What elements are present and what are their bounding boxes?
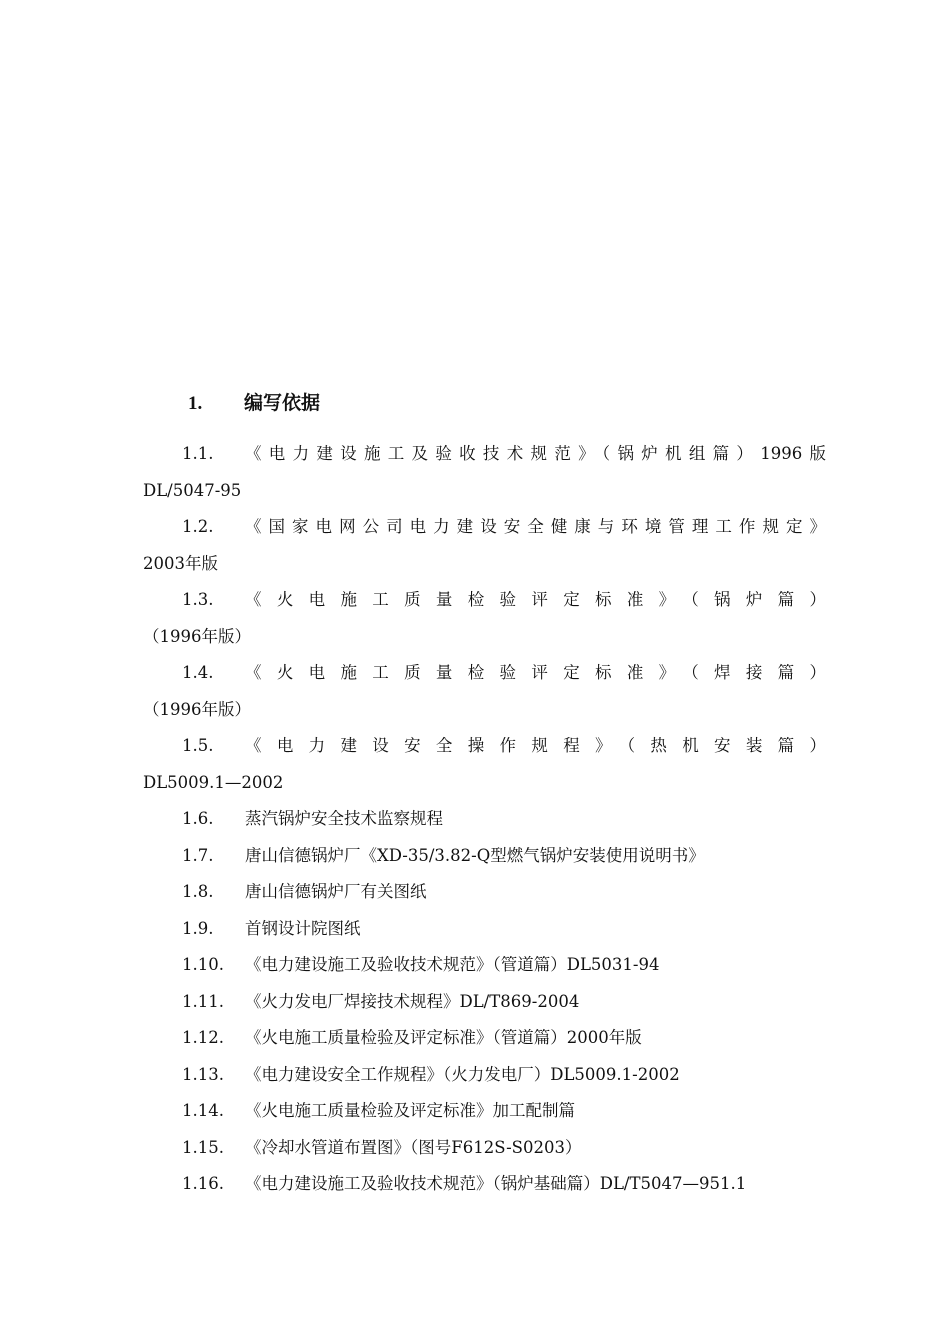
item-text: 唐山信德锅炉厂有关图纸 — [245, 882, 427, 901]
item-text: 首钢设计院图纸 — [245, 918, 361, 938]
item-text: 《火电施工质量检验评定标准》（焊接篇） — [245, 663, 826, 682]
item-text: 《火电施工质量检验及评定标准》加工配制篇 — [245, 1101, 575, 1120]
item-text-continuation: 2003年版 — [143, 553, 218, 573]
list-item — [143, 509, 826, 582]
item-number: 1.7. — [182, 845, 214, 865]
item-text: 《火力发电厂焊接技术规程》DL/T869-2004 — [245, 991, 580, 1011]
list-item — [143, 1166, 826, 1203]
item-number: 1.14. — [182, 1101, 224, 1120]
list-item — [143, 582, 826, 655]
item-text-continuation: （1996年版） — [143, 626, 251, 646]
item-text: 《电力建设施工及验收技术规范》（管道篇）DL5031-94 — [245, 955, 660, 974]
list-item — [143, 911, 826, 948]
item-text: 《电力建设施工及验收技术规范》（锅炉机组篇）1996版 — [245, 444, 826, 463]
section-heading — [188, 388, 320, 415]
list-item — [143, 728, 826, 801]
item-number: 1.16. — [182, 1174, 224, 1193]
item-number: 1.13. — [182, 1064, 224, 1084]
item-number: 1.6. — [182, 809, 214, 828]
item-number: 1.9. — [182, 918, 214, 938]
item-number: 1.15. — [182, 1137, 224, 1157]
item-text-continuation: （1996年版） — [143, 699, 251, 719]
item-number: 1.3. — [182, 590, 214, 609]
item-text-continuation: DL5009.1—2002 — [143, 772, 284, 792]
list-item — [143, 655, 826, 728]
reference-list — [143, 436, 826, 1203]
item-number: 1.12. — [182, 1028, 224, 1047]
list-item — [143, 1020, 826, 1057]
item-text: 《国家电网公司电力建设安全健康与环境管理工作规定》 — [245, 517, 826, 536]
item-text: 蒸汽锅炉安全技术监察规程 — [245, 809, 443, 828]
item-text: 唐山信德锅炉厂《XD-35/3.82-Q型燃气锅炉安装使用说明书》 — [245, 845, 705, 865]
section-number: 1. — [188, 393, 203, 414]
list-item — [143, 436, 826, 509]
item-text-continuation: DL/5047-95 — [143, 480, 242, 500]
list-item — [143, 801, 826, 838]
list-item — [143, 1093, 826, 1130]
list-item — [143, 874, 826, 911]
item-number: 1.11. — [182, 991, 224, 1011]
item-text: 《火电施工质量检验及评定标准》（管道篇）2000年版 — [245, 1028, 642, 1047]
list-item — [143, 1130, 826, 1167]
item-number: 1.1. — [182, 444, 214, 463]
item-text: 《冷却水管道布置图》（图号F612S-S0203） — [245, 1137, 582, 1157]
item-number: 1.10. — [182, 955, 224, 974]
item-text: 《电力建设安全操作规程》（热机安装篇） — [245, 736, 826, 755]
section-title: 编写依据 — [244, 392, 321, 414]
item-text: 《火电施工质量检验评定标准》（锅炉篇） — [245, 590, 826, 609]
list-item — [143, 838, 826, 875]
item-number: 1.8. — [182, 882, 214, 901]
item-number: 1.5. — [182, 736, 214, 755]
list-item — [143, 984, 826, 1021]
item-number: 1.2. — [182, 517, 214, 536]
item-text: 《电力建设施工及验收技术规范》（锅炉基础篇）DL/T5047—951.1 — [245, 1174, 747, 1193]
list-item — [143, 947, 826, 984]
list-item — [143, 1057, 826, 1094]
item-number: 1.4. — [182, 663, 214, 682]
item-text: 《电力建设安全工作规程》（火力发电厂）DL5009.1-2002 — [245, 1064, 680, 1084]
